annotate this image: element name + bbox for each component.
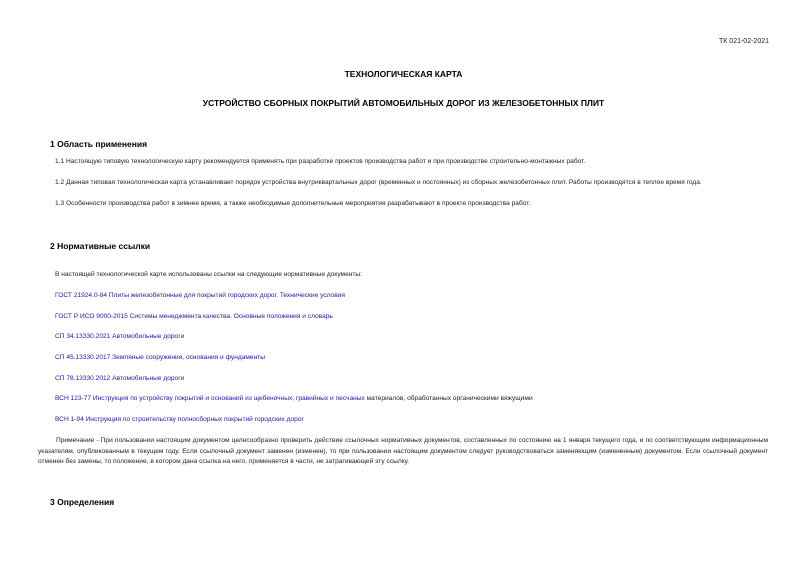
document-code: ТК 021-02-2021: [719, 38, 769, 45]
reference-text: материалов, обработанных органическими вяжущими: [364, 395, 533, 402]
reference-item: [55, 395, 533, 402]
document-title: ТЕХНОЛОГИЧЕСКАЯ КАРТА: [344, 69, 463, 79]
paragraph-1-3: 1.3 Особенности производства работ в зимнее время, а также необходимые дополнительные мероприятия разрабатывают в проекте производства работ.: [55, 200, 531, 207]
document-subtitle: УСТРОЙСТВО СБОРНЫХ ПОКРЫТИЙ АВТОМОБИЛЬНЫХ ДОРОГ ИЗ ЖЕЛЕЗОБЕТОННЫХ ПЛИТ: [202, 98, 605, 108]
section-heading-scope: 1 Область применения: [50, 139, 148, 149]
reference-link[interactable]: СП 78.13330.2012 Автомобильные дороги: [55, 375, 185, 382]
reference-link[interactable]: ВСН 123-77 Инструкция по устройству покрытий и оснований из щебеночных, гравийных и песчаных: [55, 395, 365, 402]
note-paragraph: Примечание - При пользовании настоящим документом целесообразно проверить действие ссылочных нормативных документов, составленных по состоянию на 1 января текущего года, и по соответствующим информационным указателям, опубликованным в текущем году. Если ссылочный документ заменен (изменен), то при пользовании настоящим документом следует руководствоваться заменяющим (измененным) документом. Если ссылочный документ отменен без замены, то положение, в котором дана ссылка на него, применяется в части, не затрагивающей эту ссылку.: [38, 437, 768, 465]
reference-link[interactable]: ГОСТ Р ИСО 9000-2015 Системы менеджмента качества. Основные положения и словарь: [55, 313, 333, 320]
reference-link[interactable]: ГОСТ 21924.0-84 Плиты железобетонные для покрытий городских дорог. Технические условия: [55, 292, 345, 299]
paragraph-1-2: 1.2 Данная типовая технологическая карта устанавливает порядок устройства внутриквартальных дорог (временных и постоянных) из сборных железобетонных плит. Работы производятся в теплое время года.: [55, 179, 702, 186]
reference-link[interactable]: СП 45.13330.2017 Земляные сооружения, основания и фундаменты: [55, 354, 265, 361]
reference-link[interactable]: СП 34.13330.2021 Автомобильные дороги: [55, 333, 185, 340]
reference-link[interactable]: ВСН 1-94 Инструкция по строительству полносборных покрытий городских дорог: [55, 416, 304, 423]
section-heading-references: 2 Нормативные ссылки: [50, 241, 151, 251]
references-intro: В настоящей технологической карте использованы ссылки на следующие нормативные документы:: [55, 271, 362, 278]
paragraph-1-1: 1.1 Настоящую типовую технологическую карту рекомендуется применять при разработке проектов производства работ и при производстве строительно-монтажных работ.: [55, 158, 586, 165]
section-heading-definitions: 3 Определения: [50, 497, 115, 507]
